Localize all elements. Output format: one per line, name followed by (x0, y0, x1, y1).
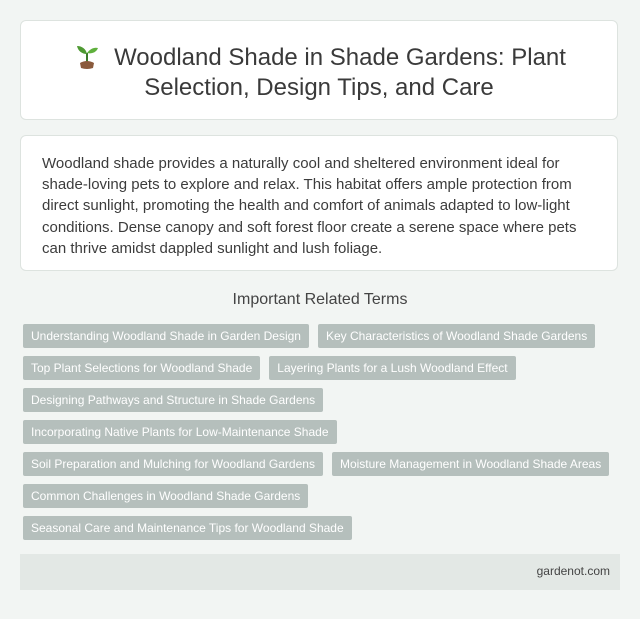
tag-row (23, 388, 613, 412)
description-card (20, 135, 618, 271)
description-text: Woodland shade provides a naturally cool and sheltered environment ideal for shade-loving pets to explore and relax. This habitat offers ample protection from direct sunlight, promoting the health and comfort of animals adapted to low-light conditions. Dense canopy and soft forest floor create a serene space where pets can thrive amidst dappled sunlight and lush foliage. (42, 155, 577, 257)
page-title: Woodland Shade in Shade Gardens: Plant Selection, Design Tips, and Care (114, 44, 566, 101)
tag-row (23, 356, 613, 380)
tag-row (23, 452, 613, 476)
related-term-tag[interactable]: Understanding Woodland Shade in Garden Design (23, 324, 309, 348)
related-term-tag[interactable]: Incorporating Native Plants for Low-Maintenance Shade (23, 420, 337, 444)
related-term-tag[interactable]: Soil Preparation and Mulching for Woodland Gardens (23, 452, 323, 476)
tag-row (23, 516, 613, 540)
related-term-tag[interactable]: Moisture Management in Woodland Shade Areas (332, 452, 609, 476)
related-term-tag[interactable]: Key Characteristics of Woodland Shade Gardens (318, 324, 595, 348)
tag-row (23, 420, 613, 444)
related-term-tag[interactable]: Layering Plants for a Lush Woodland Effect (269, 356, 515, 380)
title-wrap (41, 43, 597, 103)
related-terms-list (23, 324, 613, 548)
related-term-tag[interactable]: Seasonal Care and Maintenance Tips for Woodland Shade (23, 516, 352, 540)
related-term-tag[interactable]: Top Plant Selections for Woodland Shade (23, 356, 260, 380)
site-link[interactable]: gardenot.com (536, 564, 610, 578)
tag-row (23, 484, 613, 508)
related-terms-heading: Important Related Terms (232, 291, 408, 308)
seedling-icon (72, 41, 102, 71)
related-term-tag[interactable]: Common Challenges in Woodland Shade Gardens (23, 484, 308, 508)
related-term-tag[interactable]: Designing Pathways and Structure in Shade Gardens (23, 388, 323, 412)
tag-row (23, 324, 613, 348)
footer (20, 554, 620, 590)
title-card (20, 20, 618, 120)
